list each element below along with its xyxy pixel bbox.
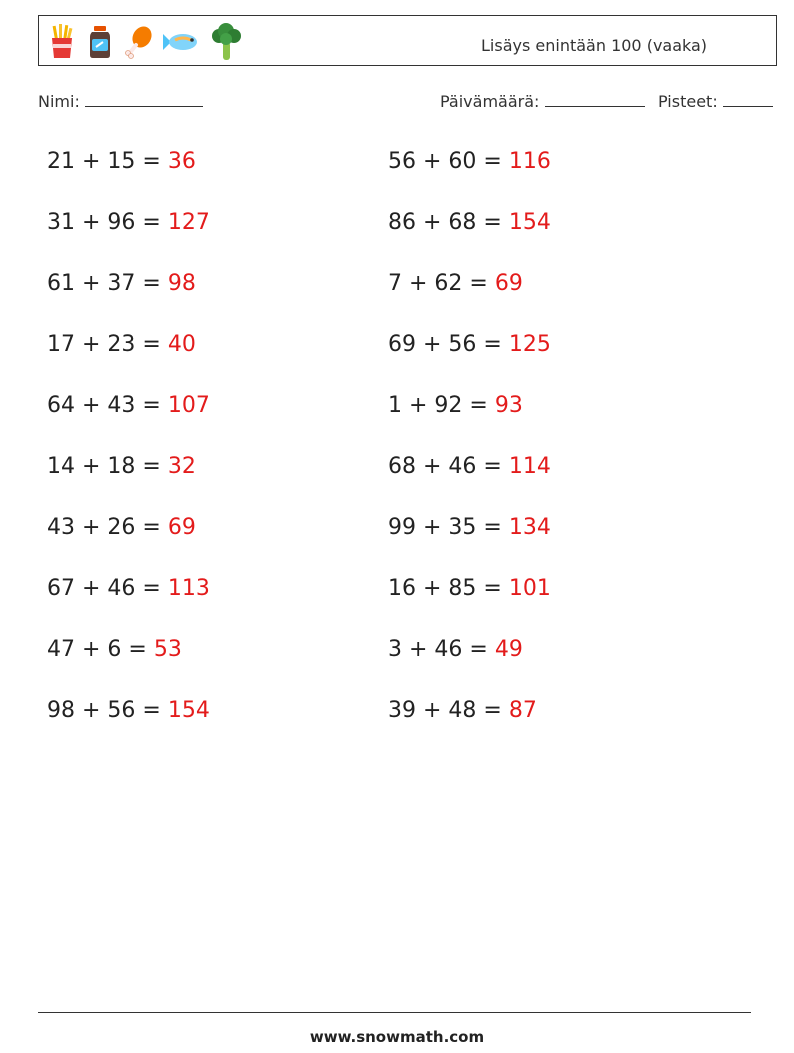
problem-answer: 69 bbox=[167, 515, 196, 540]
problem-item bbox=[47, 390, 210, 451]
problem-item bbox=[388, 268, 551, 329]
worksheet-header bbox=[38, 15, 777, 66]
problem-item bbox=[47, 451, 210, 512]
score-line[interactable] bbox=[723, 92, 773, 107]
fries-icon bbox=[47, 22, 77, 62]
problem-question: 64 + 43 = bbox=[47, 393, 168, 418]
problem-question: 16 + 85 = bbox=[388, 576, 509, 601]
problem-answer: 36 bbox=[167, 149, 196, 174]
problem-question: 56 + 60 = bbox=[388, 149, 509, 174]
problem-item bbox=[47, 512, 210, 573]
problem-answer: 154 bbox=[167, 698, 210, 723]
problem-item bbox=[47, 329, 210, 390]
problem-question: 99 + 35 = bbox=[388, 515, 509, 540]
problem-question: 14 + 18 = bbox=[47, 454, 168, 479]
problem-answer: 93 bbox=[494, 393, 523, 418]
date-label: Päivämäärä: bbox=[440, 92, 540, 111]
problem-answer: 87 bbox=[508, 698, 537, 723]
date-field[interactable] bbox=[440, 92, 645, 111]
problem-column-left bbox=[47, 146, 210, 756]
problem-answer: 127 bbox=[167, 210, 210, 235]
problem-question: 68 + 46 = bbox=[388, 454, 509, 479]
jar-icon bbox=[85, 22, 115, 62]
problem-item bbox=[388, 207, 551, 268]
footer-url[interactable]: www.snowmath.com bbox=[309, 1028, 485, 1046]
problem-answer: 98 bbox=[167, 271, 196, 296]
problem-answer: 114 bbox=[508, 454, 551, 479]
problem-question: 1 + 92 = bbox=[388, 393, 495, 418]
date-line[interactable] bbox=[545, 92, 645, 107]
problem-item bbox=[388, 695, 551, 756]
problem-item bbox=[47, 268, 210, 329]
problem-question: 31 + 96 = bbox=[47, 210, 168, 235]
problem-answer: 69 bbox=[494, 271, 523, 296]
problem-answer: 49 bbox=[494, 637, 523, 662]
broccoli-icon bbox=[209, 22, 243, 62]
problem-question: 3 + 46 = bbox=[388, 637, 495, 662]
problem-answer: 134 bbox=[508, 515, 551, 540]
problem-question: 61 + 37 = bbox=[47, 271, 168, 296]
problem-answer: 125 bbox=[508, 332, 551, 357]
problem-answer: 116 bbox=[508, 149, 551, 174]
problem-question: 39 + 48 = bbox=[388, 698, 509, 723]
problem-answer: 113 bbox=[167, 576, 210, 601]
problem-item bbox=[47, 695, 210, 756]
problem-answer: 101 bbox=[508, 576, 551, 601]
problem-question: 47 + 6 = bbox=[47, 637, 154, 662]
icon-strip bbox=[47, 22, 243, 62]
problem-question: 7 + 62 = bbox=[388, 271, 495, 296]
problem-item bbox=[47, 573, 210, 634]
name-label: Nimi: bbox=[38, 92, 80, 111]
score-field[interactable] bbox=[658, 92, 773, 111]
problem-answer: 53 bbox=[153, 637, 182, 662]
problem-item bbox=[388, 451, 551, 512]
problem-answer: 40 bbox=[167, 332, 196, 357]
name-line[interactable] bbox=[85, 92, 203, 107]
problem-item bbox=[388, 146, 551, 207]
problem-answer: 32 bbox=[167, 454, 196, 479]
problem-item bbox=[388, 329, 551, 390]
problem-item bbox=[388, 512, 551, 573]
problem-question: 67 + 46 = bbox=[47, 576, 168, 601]
name-field[interactable] bbox=[38, 92, 203, 111]
problem-item bbox=[47, 146, 210, 207]
footer-divider bbox=[38, 1012, 751, 1013]
problem-item bbox=[388, 390, 551, 451]
problem-answer: 154 bbox=[508, 210, 551, 235]
worksheet-title: Lisäys enintään 100 (vaaka) bbox=[481, 36, 708, 55]
problem-question: 17 + 23 = bbox=[47, 332, 168, 357]
problem-question: 43 + 26 = bbox=[47, 515, 168, 540]
chicken-leg-icon bbox=[123, 22, 153, 62]
problem-question: 86 + 68 = bbox=[388, 210, 509, 235]
problem-question: 98 + 56 = bbox=[47, 698, 168, 723]
problem-item bbox=[47, 207, 210, 268]
problem-column-right bbox=[388, 146, 551, 756]
score-label: Pisteet: bbox=[658, 92, 718, 111]
problem-question: 21 + 15 = bbox=[47, 149, 168, 174]
problem-item bbox=[388, 573, 551, 634]
problem-item bbox=[47, 634, 210, 695]
problem-item bbox=[388, 634, 551, 695]
problem-question: 69 + 56 = bbox=[388, 332, 509, 357]
fish-icon bbox=[161, 22, 201, 62]
problem-answer: 107 bbox=[167, 393, 210, 418]
